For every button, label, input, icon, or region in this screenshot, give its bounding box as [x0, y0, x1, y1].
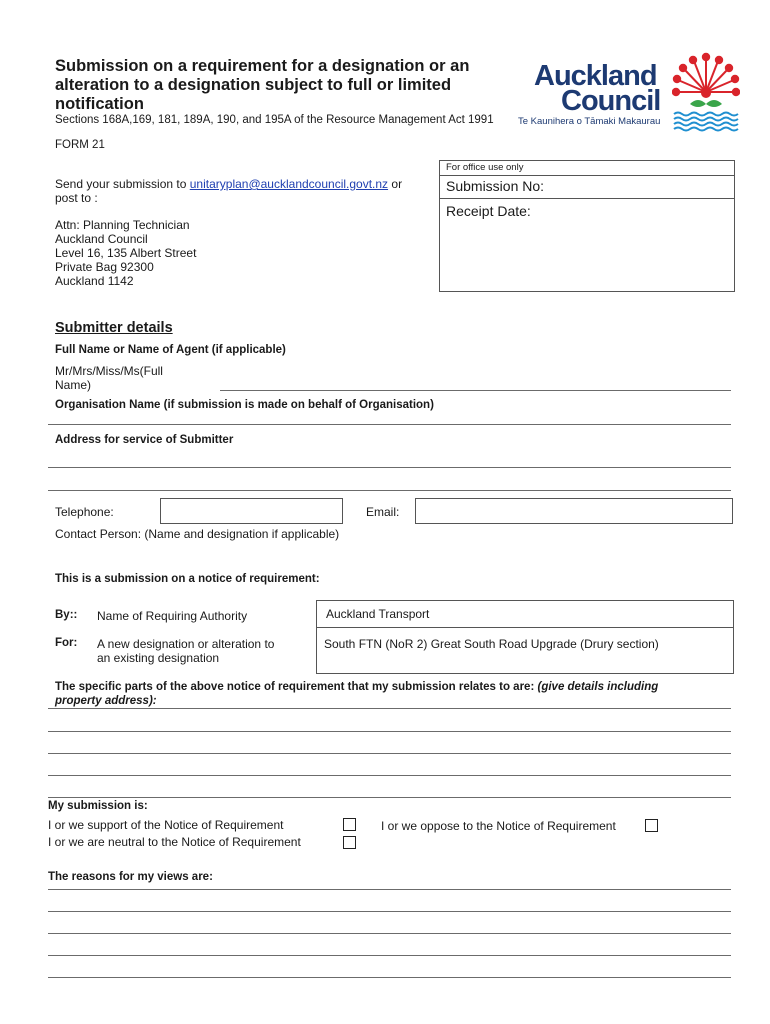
auckland-council-logo: [520, 52, 745, 132]
organisation-field[interactable]: [48, 424, 731, 425]
address-line: Private Bag 92300: [55, 260, 154, 274]
send-suffix: or: [391, 177, 403, 191]
organisation-label: Organisation Name (if submission is made on behalf of Organisation): [55, 399, 434, 411]
contact-person-label: Contact Person: (Name and designation if applicable): [55, 527, 340, 541]
oppose-label: I or we oppose to the Notice of Requirement: [381, 819, 616, 833]
specific-parts-text: The specific parts of the above notice of requirement that my submission relates to are:: [55, 681, 535, 693]
divider: [440, 198, 734, 199]
designation-field[interactable]: [316, 627, 734, 674]
logo-line1: Auckland: [534, 60, 657, 92]
by-label: By::: [55, 609, 78, 621]
address-line: Level 16, 135 Albert Street: [55, 246, 197, 260]
specific-parts-line-4[interactable]: [48, 775, 731, 776]
office-use-label: For office use only: [446, 162, 524, 173]
full-name-label: Full Name or Name of Agent (if applicable): [55, 344, 286, 356]
reasons-line-1[interactable]: [48, 889, 731, 890]
requiring-authority-field[interactable]: [316, 600, 734, 629]
form-number: FORM 21: [55, 139, 105, 151]
logo-tagline: Te Kaunihera o Tāmaki Makaurau: [518, 116, 661, 127]
support-label: I or we support of the Notice of Requirement: [48, 818, 284, 832]
specific-parts-line-1[interactable]: [48, 708, 731, 709]
address-line: Auckland Council: [55, 232, 148, 246]
specific-parts-italic: (give details including: [537, 681, 659, 693]
my-submission-heading: My submission is:: [48, 800, 148, 812]
telephone-label: Telephone:: [55, 505, 114, 519]
email-link[interactable]: unitaryplan@aucklandcouncil.govt.nz: [189, 177, 389, 191]
postal-address: [55, 218, 196, 288]
reasons-line-4[interactable]: [48, 955, 731, 956]
submission-no-label: Submission No:: [446, 178, 545, 194]
neutral-label: I or we are neutral to the Notice of Requirement: [48, 835, 301, 849]
reasons-line-5[interactable]: [48, 977, 731, 978]
attn-line: Attn: Planning Technician: [55, 218, 190, 232]
email-input[interactable]: [415, 498, 733, 524]
salutation-line: Mr/Mrs/Miss/Ms(Full: [55, 364, 163, 378]
reasons-heading: The reasons for my views are:: [48, 871, 213, 883]
salutation-label: [55, 364, 163, 392]
office-use-box: [439, 160, 735, 292]
specific-parts-line-3[interactable]: [48, 753, 731, 754]
for-description: [97, 637, 274, 665]
submitter-details-heading: Submitter details: [55, 320, 173, 336]
reasons-line-2[interactable]: [48, 911, 731, 912]
specific-parts-line-5[interactable]: [48, 797, 731, 798]
email-label: Email:: [366, 505, 400, 519]
by-description: Name of Requiring Authority: [97, 609, 248, 623]
address-label: Address for service of Submitter: [55, 434, 234, 446]
for-description-line: an existing designation: [97, 651, 220, 665]
full-name-field[interactable]: [220, 390, 731, 391]
sections-reference: Sections 168A,169, 181, 189A, 190, and 195A of the Resource Management Act 1991: [55, 114, 494, 126]
notice-heading: This is a submission on a notice of requirement:: [55, 573, 320, 585]
requiring-authority-value: Auckland Transport: [326, 607, 430, 621]
pohutukawa-flower-icon: [672, 52, 740, 132]
specific-parts-line-2[interactable]: [48, 731, 731, 732]
oppose-checkbox[interactable]: [645, 819, 658, 832]
designation-value: South FTN (NoR 2) Great South Road Upgrade (Drury section): [324, 637, 659, 651]
telephone-input[interactable]: [160, 498, 343, 524]
for-description-line: A new designation or alteration to: [97, 637, 275, 651]
specific-parts-italic: property address):: [55, 695, 157, 707]
divider: [440, 175, 734, 176]
logo-line2: Council: [561, 85, 661, 117]
send-post-to: post to :: [55, 191, 98, 205]
address-line: Auckland 1142: [55, 274, 134, 288]
specific-parts-label: [55, 680, 745, 708]
address-field-line-1[interactable]: [48, 467, 731, 468]
form-title: Submission on a requirement for a designation or an alteration to a designation subject to full or limited notification: [55, 57, 470, 113]
send-instructions: [55, 177, 445, 205]
salutation-line: Name): [55, 378, 92, 392]
address-field-line-2[interactable]: [48, 490, 731, 491]
for-label: For:: [55, 637, 78, 649]
send-prefix: Send your submission to: [55, 177, 187, 191]
reasons-line-3[interactable]: [48, 933, 731, 934]
support-checkbox[interactable]: [343, 818, 356, 831]
neutral-checkbox[interactable]: [343, 836, 356, 849]
receipt-date-label: Receipt Date:: [446, 203, 531, 219]
